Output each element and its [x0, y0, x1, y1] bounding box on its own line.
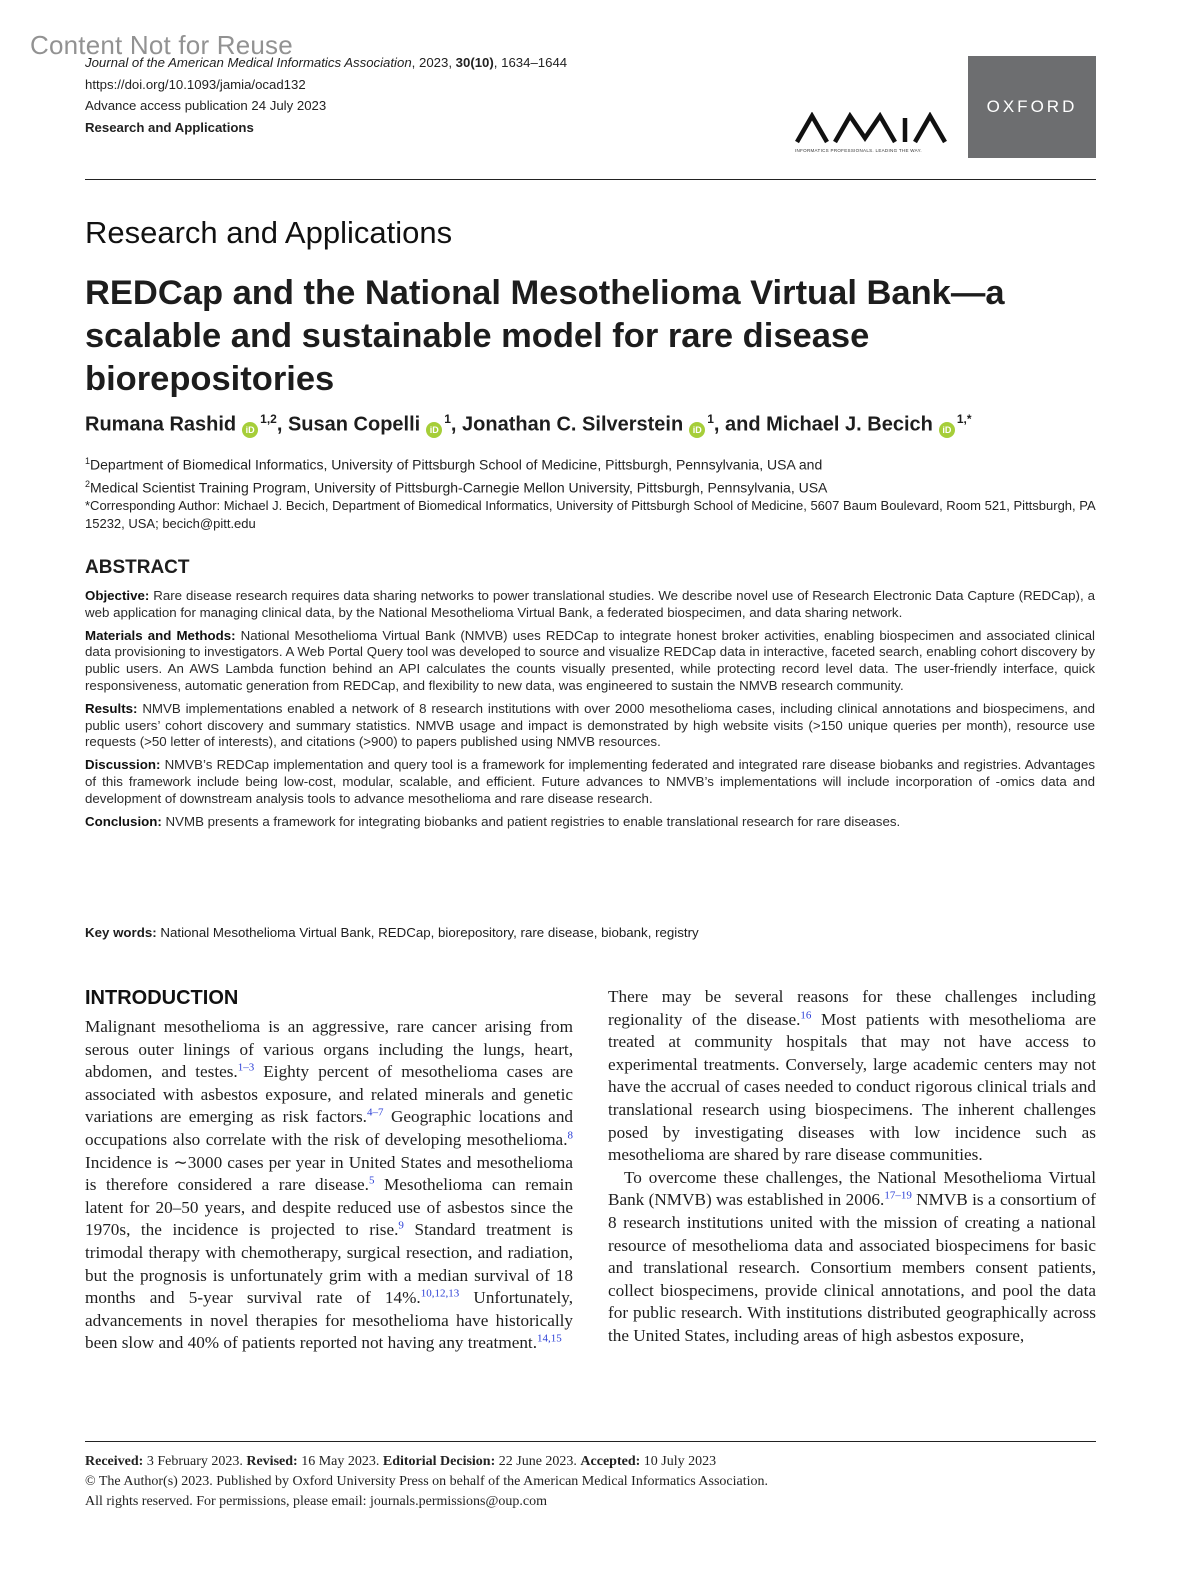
- body-text: NMVB is a consortium of 8 research institutions united with the mission of creating a national resource of mesothelioma data and associated biospecimens for basic and translational research. Consortium members consent patients, collect biospecimens, provide clinical annotations, and pool the data for public research. With institutions distributed geographically across the United States, including areas of high asbestos exposure,: [608, 1190, 1096, 1345]
- abstract-label: Results:: [85, 700, 138, 716]
- revised-label: Revised:: [246, 1454, 298, 1469]
- citation-link[interactable]: 14,15: [537, 1332, 562, 1345]
- affiliation: [85, 475, 1095, 498]
- abstract-text: National Mesothelioma Virtual Bank (NMVB) uses REDCap to integrate honest broker activities, enabling biospecimen and associated clinical data provisioning to investigators. A Web Portal Query tool was developed to source and visualize REDCap data in interactive, faceted search, enabling cohort discovery by public users. An AWS Lambda function behind an API calculates the counts visually presented, while protecting record level data. The user-friendly interface, quick responsiveness, automatic generation from REDCap, and flexibility to new data, was engineered to sustain the NMVB research community.: [85, 627, 1095, 693]
- author-name: Michael J. Becich: [766, 413, 933, 436]
- citation-link[interactable]: 10,12,13: [420, 1287, 460, 1300]
- affiliation-text: Medical Scientist Training Program, University of Pittsburgh-Carnegie Mellon University, Pittsburgh, Pennsylvania, USA: [90, 479, 828, 496]
- abstract-discussion: [85, 757, 1095, 807]
- abstract-text: NMVB’s REDCap implementation and query tool is a framework for implementing federated and integrated rare disease biobanks and registries. Advantages of this framework include being low-cost, modular, scalable, and efficient. Future advances to NMVB’s implementations will include incorporation of -omics data and development of downstream analysis tools to advance mesothelioma and rare disease research.: [85, 757, 1095, 806]
- author-sep: ,: [450, 413, 463, 436]
- author-name: Rumana Rashid: [85, 413, 237, 436]
- author-list: [85, 412, 972, 438]
- header-divider: [85, 179, 1096, 180]
- rights-statement: All rights reserved. For permissions, please email: journals.permissions@oup.com: [85, 1494, 547, 1509]
- citation-link[interactable]: 9: [398, 1219, 404, 1232]
- affiliations: [85, 452, 1095, 497]
- section-label: Research and Applications: [85, 119, 254, 135]
- keywords-text: National Mesothelioma Virtual Bank, REDCap, biorepository, rare disease, biobank, registry: [156, 925, 699, 940]
- amia-tagline: INFORMATICS PROFESSIONALS. LEADING THE WAY.: [795, 148, 922, 153]
- author-sep: ,: [276, 413, 288, 436]
- abstract-label: Materials and Methods:: [85, 627, 236, 643]
- decision-date: 22 June 2023.: [495, 1454, 581, 1469]
- body-paragraph: [608, 1167, 1096, 1348]
- body-text: To overcome these challenges, the National Mesothelioma Virtual Bank (NMVB) was established in 2006.: [608, 1167, 1096, 1210]
- affiliation: [85, 452, 1095, 475]
- amia-logo: [795, 112, 955, 158]
- section-heading: Research and Applications: [85, 215, 453, 250]
- body-text: Standard treatment is trimodal therapy with chemotherapy, surgical resection, and radiation, but the prognosis is unfortunately grim with a median survival of 18 months and 5-year survival rate of 14%.: [85, 1220, 573, 1308]
- journal-pages: , 1634–1644: [493, 55, 568, 70]
- abstract-text: NVMB presents a framework for integrating biobanks and patient registries to enable translational research for rare diseases.: [161, 813, 901, 829]
- journal-year: , 2023,: [411, 55, 456, 70]
- copyright: © The Author(s) 2023. Published by Oxford University Press on behalf of the American Medical Informatics Association.: [85, 1474, 769, 1489]
- author-sep: , and: [713, 413, 767, 436]
- author-name: Susan Copelli: [287, 413, 421, 436]
- author-affil: 1: [707, 412, 714, 426]
- journal-volume: 30(10): [455, 55, 494, 70]
- footer: [85, 1452, 768, 1512]
- right-column: [608, 986, 1096, 1348]
- affiliation-number: 2: [85, 478, 91, 489]
- orcid-icon[interactable]: iD: [242, 422, 258, 438]
- body-paragraph: [608, 986, 1096, 1167]
- abstract-conclusion: [85, 814, 1095, 831]
- abstract-methods: [85, 628, 1095, 695]
- received-label: Received:: [85, 1454, 144, 1469]
- oxford-logo-text: OXFORD: [986, 97, 1078, 116]
- revised-date: 16 May 2023.: [297, 1454, 383, 1469]
- affiliation-number: 1: [85, 456, 91, 466]
- history-dates: [85, 1452, 768, 1472]
- author-name: Jonathan C. Silverstein: [462, 413, 684, 436]
- footer-divider: [85, 1441, 1096, 1442]
- doi-link[interactable]: https://doi.org/10.1093/jamia/ocad132: [85, 76, 306, 92]
- introduction-heading: INTRODUCTION: [85, 987, 239, 1009]
- access-date: Advance access publication 24 July 2023: [85, 98, 327, 113]
- received-date: 3 February 2023.: [143, 1454, 247, 1469]
- accepted-date: 10 July 2023: [640, 1454, 717, 1469]
- body-text: Eighty percent of mesothelioma cases are associated with asbestos exposure, and related minerals and genetic variations are emerging as risk factors.: [85, 1062, 573, 1127]
- orcid-icon[interactable]: iD: [939, 422, 955, 438]
- body-text: Mesothelioma can remain latent for 20–50 years, and despite reduced use of asbestos since the 1970s, the incidence is projected to rise.: [85, 1175, 574, 1240]
- body-text: Unfortunately, advancements in novel therapies for mesothelioma have historically been slow and 40% of patients reported not having any treatment.: [85, 1288, 573, 1353]
- body-text: Malignant mesothelioma is an aggressive, rare cancer arising from serous outer linings of various organs including the lungs, heart, abdomen, and testes.: [85, 1017, 573, 1082]
- author-affil: 1,*: [956, 412, 972, 426]
- accepted-label: Accepted:: [580, 1454, 641, 1469]
- citation-link[interactable]: 17–19: [884, 1189, 912, 1202]
- citation-link[interactable]: 5: [368, 1174, 375, 1187]
- amia-logo-mark: [795, 112, 950, 144]
- abstract-results: [85, 701, 1095, 751]
- abstract-objective: [85, 588, 1095, 622]
- body-text: Geographic locations and occupations also correlate with the risk of developing mesothelioma.: [85, 1107, 574, 1149]
- citation-link[interactable]: 1–3: [237, 1061, 255, 1074]
- abstract-text: Rare disease research requires data sharing networks to power translational studies. We describe novel use of Research Electronic Data Capture (REDCap), a web application for managing clinical data, by the National Mesothelioma Virtual Bank, a federated biospecimen, and data sharing network.: [85, 588, 1095, 620]
- body-text: There may be several reasons for these challenges including regionality of the disease.: [608, 987, 1096, 1029]
- keywords: [85, 925, 699, 940]
- intro-paragraph: [85, 1016, 573, 1355]
- decision-label: Editorial Decision:: [382, 1454, 496, 1469]
- left-column: [85, 986, 573, 1355]
- watermark: Content Not for Reuse: [30, 30, 293, 60]
- author-affil: 1,2: [260, 412, 277, 426]
- article-title: REDCap and the National Mesothelioma Virtual Bank—a scalable and sustainable model for rare disease biorepositories: [85, 274, 1005, 398]
- oxford-logo: [968, 56, 1096, 158]
- abstract-label: Conclusion:: [85, 813, 162, 829]
- citation-link[interactable]: 8: [567, 1129, 573, 1142]
- journal-name: Journal of the American Medical Informatics Association: [85, 55, 412, 70]
- citation-link[interactable]: 16: [800, 1008, 812, 1021]
- abstract: [85, 588, 1095, 836]
- orcid-icon[interactable]: iD: [426, 422, 442, 438]
- abstract-heading: ABSTRACT: [85, 557, 190, 578]
- keywords-label: Key words:: [85, 925, 157, 940]
- body-text: Incidence is ∼3000 cases per year in United States and mesothelioma is therefore considered a rare disease.: [85, 1152, 573, 1195]
- abstract-label: Objective:: [85, 588, 150, 603]
- body-text: Most patients with mesothelioma are treated at community hospitals that may not have access to experimental treatments. Conversely, large academic centers may not have the accrual of cases needed to conduct rigorous clinical trials and translational research using biospecimens. The inherent challenges posed by investigating diseases with low incidence such as mesothelioma are shared by rare disease communities.: [608, 1009, 1096, 1165]
- author-affil: 1: [444, 412, 451, 426]
- affiliation-text: Department of Biomedical Informatics, University of Pittsburgh School of Medicine, Pittsburgh, Pennsylvania, USA and: [90, 456, 823, 473]
- corresponding-author: *Corresponding Author: Michael J. Becich, Department of Biomedical Informatics, University of Pittsburgh School of Medicine, 5607 Baum Boulevard, Room 521, Pittsburgh, PA 15232, USA; becich@pitt.edu: [85, 498, 1095, 531]
- journal-info: [85, 52, 567, 138]
- abstract-label: Discussion:: [85, 757, 161, 773]
- citation-link[interactable]: 4–7: [366, 1106, 384, 1119]
- orcid-icon[interactable]: iD: [689, 422, 705, 438]
- abstract-text: NMVB implementations enabled a network of 8 research institutions with over 2000 mesothelioma cases, including clinical annotations and biospecimens, and public users’ cohort discovery and summary statistics. NMVB usage and impact is demonstrated by high website visits (>150 unique queries per month), resource use requests (>50 letter of interests), and citations (>900) to papers published using NMVB resources.: [85, 700, 1095, 750]
